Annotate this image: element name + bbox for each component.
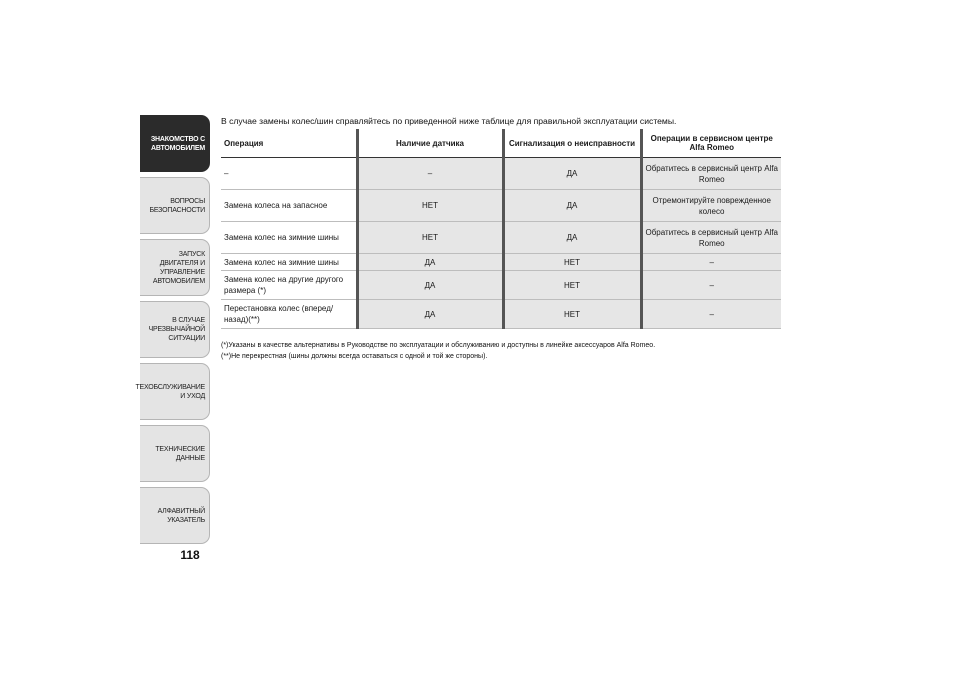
footnotes xyxy=(221,340,781,362)
tab-label: ЗАПУСК ДВИГАТЕЛЯ И УПРАВЛЕНИЕ АВТОМОБИЛЕМ xyxy=(152,250,205,285)
cell-sensor: ДА xyxy=(357,254,503,271)
tab-index[interactable] xyxy=(140,487,210,544)
tab-vehicle-familiarization[interactable] xyxy=(140,115,210,172)
tab-maintenance[interactable] xyxy=(135,363,210,420)
cell-fault-alarm: ДА xyxy=(503,222,641,254)
tab-label: ТЕХНИЧЕСКИЕ ДАННЫЕ xyxy=(155,445,205,462)
cell-operation: Замена колеса на запасное xyxy=(221,190,357,222)
footnote-2: (**)Не перекрестная (шины должны всегда оставаться с одной и той же стороны). xyxy=(221,353,488,360)
tab-technical-data[interactable] xyxy=(140,425,210,482)
cell-fault-alarm: ДА xyxy=(503,190,641,222)
tab-label: ТЕХОБСЛУЖИВАНИЕ И УХОД xyxy=(135,383,205,400)
header-operation: Операция xyxy=(221,129,357,158)
page-number: 118 xyxy=(180,548,200,562)
cell-service-action: – xyxy=(641,271,781,300)
header-service-action: Операции в сервисном центре Alfa Romeo xyxy=(641,129,781,158)
cell-operation: Замена колес на другие другого размера (*) xyxy=(221,271,357,300)
cell-operation: – xyxy=(221,158,357,190)
cell-sensor: – xyxy=(357,158,503,190)
table-row xyxy=(221,254,781,271)
header-fault-alarm: Сигнализация о неисправности xyxy=(503,129,641,158)
table-row xyxy=(221,271,781,300)
footnote-1: (*)Указаны в качестве альтернативы в Руководстве по эксплуатации и обслуживанию и доступны в линейке аксессуаров Alfa Romeo. xyxy=(221,342,656,349)
cell-service-action: Обратитесь в сервисный центр Alfa Romeo xyxy=(641,158,781,190)
table-row xyxy=(221,222,781,254)
cell-service-action: – xyxy=(641,300,781,329)
intro-text: В случае замены колес/шин справляйтесь по приведенной ниже таблице для правильной эксплуатации системы. xyxy=(221,116,677,126)
cell-operation: Замена колес на зимние шины xyxy=(221,254,357,271)
cell-operation: Замена колес на зимние шины xyxy=(221,222,357,254)
tab-label: В СЛУЧАЕ ЧРЕЗВЫЧАЙНОЙ СИТУАЦИИ xyxy=(148,317,205,342)
cell-operation: Перестановка колес (вперед/назад)(**) xyxy=(221,300,357,329)
tire-operations-table xyxy=(221,129,781,329)
tab-label: ВОПРОСЫ БЕЗОПАСНОСТИ xyxy=(149,197,205,214)
cell-service-action: – xyxy=(641,254,781,271)
cell-fault-alarm: ДА xyxy=(503,158,641,190)
cell-sensor: ДА xyxy=(357,271,503,300)
table-header-row xyxy=(221,129,781,158)
tab-emergency[interactable] xyxy=(140,301,210,358)
tab-starting-and-driving[interactable] xyxy=(140,239,210,296)
header-sensor: Наличие датчика xyxy=(357,129,503,158)
cell-sensor: НЕТ xyxy=(357,222,503,254)
table-row xyxy=(221,158,781,190)
cell-service-action: Обратитесь в сервисный центр Alfa Romeo xyxy=(641,222,781,254)
tab-label: АЛФАВИТНЫЙ УКАЗАТЕЛЬ xyxy=(157,507,205,524)
cell-fault-alarm: НЕТ xyxy=(503,271,641,300)
cell-fault-alarm: НЕТ xyxy=(503,300,641,329)
table-row xyxy=(221,300,781,329)
cell-sensor: ДА xyxy=(357,300,503,329)
tab-label: ЗНАКОМСТВО С АВТОМОБИЛЕМ xyxy=(150,135,205,152)
cell-fault-alarm: НЕТ xyxy=(503,254,641,271)
tab-safety[interactable] xyxy=(140,177,210,234)
cell-sensor: НЕТ xyxy=(357,190,503,222)
table-row xyxy=(221,190,781,222)
cell-service-action: Отремонтируйте поврежденное колесо xyxy=(641,190,781,222)
